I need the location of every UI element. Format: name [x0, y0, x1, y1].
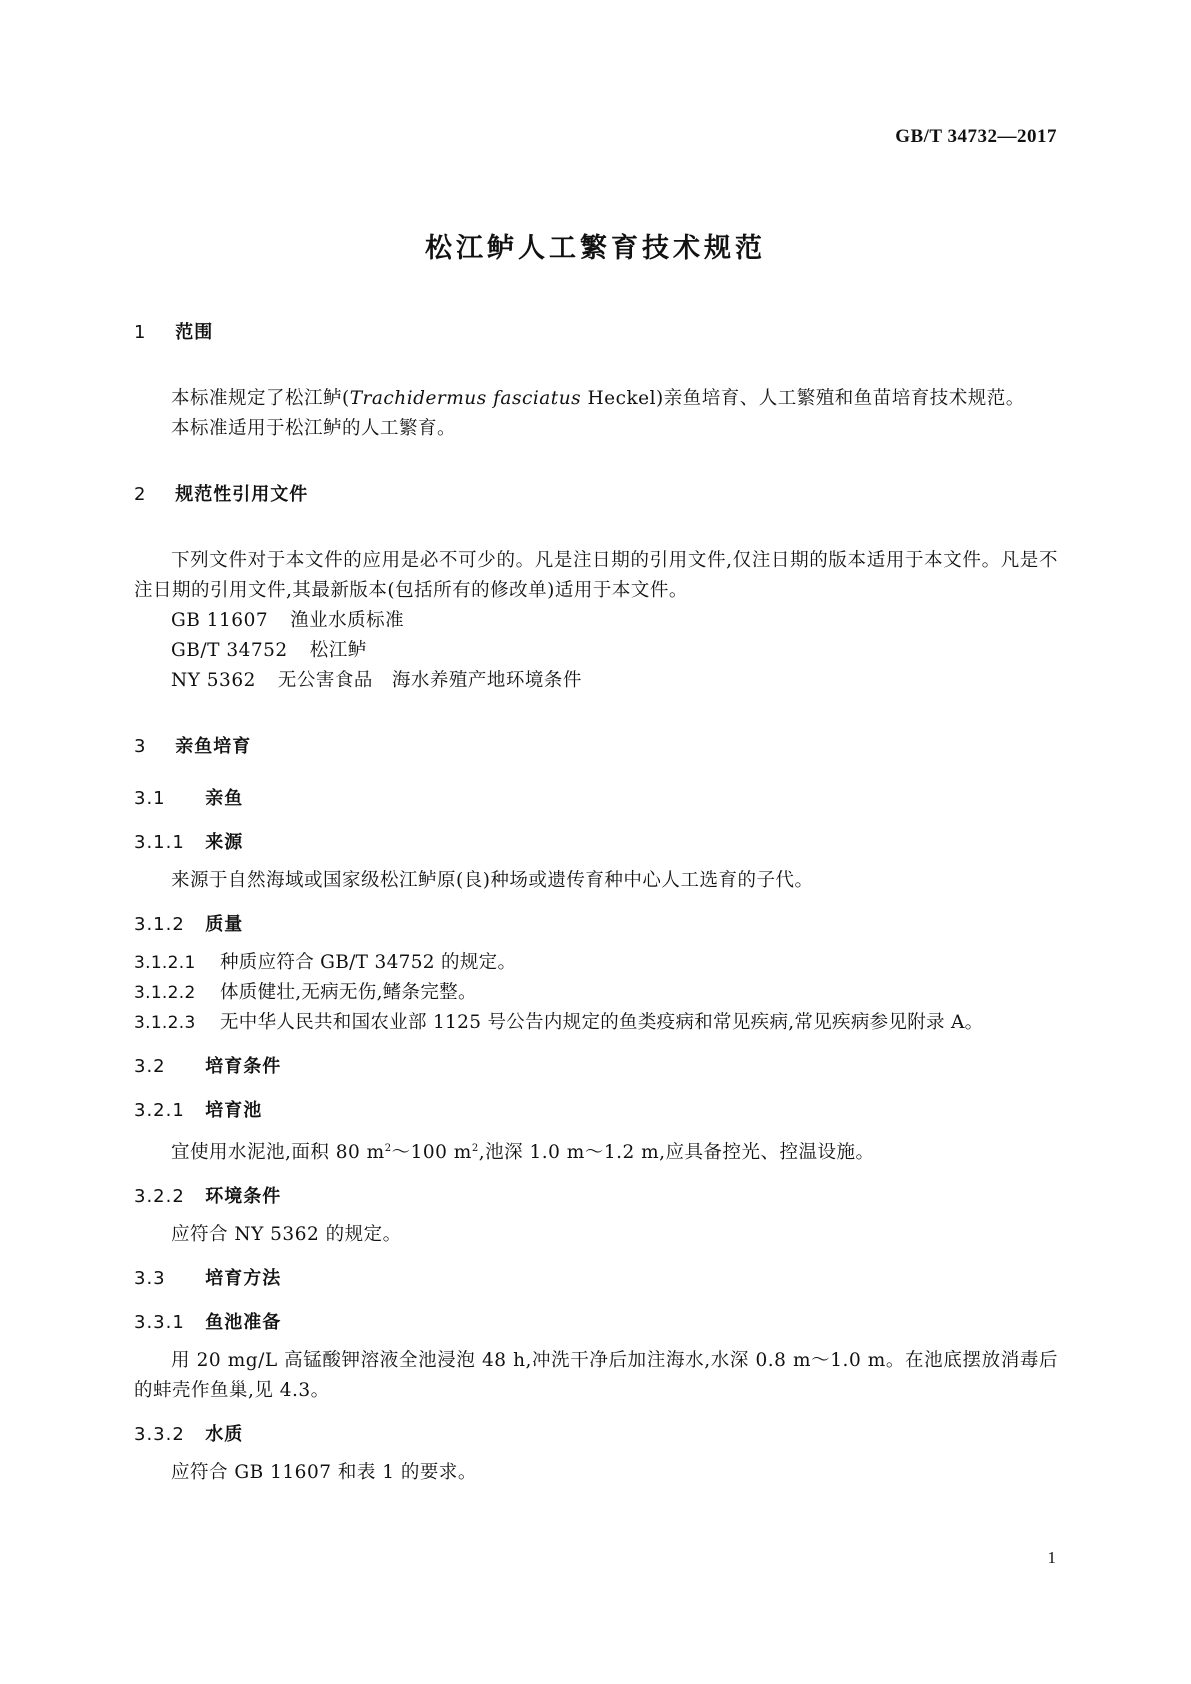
section-number: 3.2.2: [134, 1186, 185, 1208]
section-number: 3.1.1: [134, 832, 185, 853]
section-title: 质量: [205, 914, 244, 935]
subsection-3-1-2-heading: [134, 910, 1058, 940]
section-title: 水质: [205, 1424, 244, 1446]
section-title: 亲鱼: [205, 788, 244, 809]
section-3-heading: [134, 732, 1058, 762]
section-title: 培育池: [205, 1100, 263, 1121]
section-title: 范围: [175, 322, 214, 343]
section-number: 3.1.2: [134, 914, 185, 935]
section-title: 规范性引用文件: [175, 484, 309, 505]
section-title: 培育条件: [205, 1056, 282, 1077]
reference-code: GB 11607: [171, 610, 269, 631]
superscript: 2: [384, 1143, 392, 1154]
reference-item: [134, 666, 1058, 696]
environment-paragraph: 应符合 NY 5362 的规定。: [171, 1224, 402, 1246]
text-span: ～100 m: [391, 1142, 472, 1164]
subsection-3-2-heading: [134, 1052, 1058, 1082]
subsection-3-3-heading: [134, 1264, 1058, 1294]
section-number: 3.3.2: [134, 1424, 185, 1446]
text-span: ,池深 1.0 m～1.2 m,应具备控光、控温设施。: [478, 1142, 875, 1164]
quality-item: [134, 1008, 1058, 1038]
scope-paragraph-2: 本标准适用于松江鲈的人工繁育。: [171, 418, 457, 439]
section-title: 亲鱼培育: [175, 736, 252, 757]
reference-item: [134, 606, 1058, 636]
item-text: 无中华人民共和国农业部 1125 号公告内规定的鱼类疫病和常见疾病,常见疾病参见附录 A。: [220, 1012, 984, 1033]
section-title: 培育方法: [205, 1268, 282, 1290]
reference-name: 无公害食品 海水养殖产地环境条件: [277, 670, 582, 691]
section-number: 3.2: [134, 1056, 166, 1077]
latin-name: Trachidermus fasciatus: [349, 388, 582, 409]
item-number: 3.1.2.3: [134, 1013, 196, 1033]
pond-prep-paragraph: 用 20 mg/L 高锰酸钾溶液全池浸泡 48 h,冲洗干净后加注海水,水深 0.8 m～1.0 m。在池底摆放消毒后的蚌壳作鱼巢,见 4.3。: [134, 1350, 1058, 1402]
section-number: 2: [134, 484, 147, 505]
reference-name: 松江鲈: [309, 640, 367, 661]
text-span: 宜使用水泥池,面积 80 m: [171, 1142, 385, 1164]
subsection-3-3-1-heading: [134, 1308, 1058, 1338]
section-title: 鱼池准备: [205, 1312, 282, 1334]
section-number: 3.3: [134, 1268, 166, 1290]
reference-code: NY 5362: [171, 670, 256, 691]
quality-item: [134, 978, 1058, 1008]
subsection-3-3-2-heading: [134, 1420, 1058, 1450]
section-number: 3.2.1: [134, 1100, 185, 1121]
source-paragraph: 来源于自然海域或国家级松江鲈原(良)种场或遗传育种中心人工选育的子代。: [171, 870, 814, 891]
text-span: Heckel)亲鱼培育、人工繁殖和鱼苗培育技术规范。: [581, 388, 1025, 409]
page-number: 1: [1047, 1548, 1056, 1567]
item-number: 3.1.2.2: [134, 983, 196, 1003]
standard-code: GB/T 34732—2017: [895, 126, 1057, 147]
subsection-3-1-heading: [134, 784, 1058, 814]
subsection-3-1-1-heading: [134, 828, 1058, 858]
document-body: [134, 318, 1058, 1488]
item-text: 体质健壮,无病无伤,鳍条完整。: [220, 982, 477, 1003]
section-1-heading: [134, 318, 1058, 348]
reference-code: GB/T 34752: [171, 640, 288, 661]
references-intro: 下列文件对于本文件的应用是必不可少的。凡是注日期的引用文件,仅注日期的版本适用于本文件。凡是不注日期的引用文件,其最新版本(包括所有的修改单)适用于本文件。: [134, 550, 1058, 601]
section-number: 1: [134, 322, 147, 343]
section-title: 环境条件: [205, 1186, 282, 1208]
item-number: 3.1.2.1: [134, 953, 196, 973]
pond-paragraph: [134, 1134, 1058, 1168]
section-number: 3.1: [134, 788, 166, 809]
section-2-heading: [134, 480, 1058, 510]
scope-paragraph: [134, 384, 1058, 414]
reference-item: [134, 636, 1058, 666]
text-span: 本标准规定了松江鲈(: [171, 388, 350, 409]
item-text: 种质应符合 GB/T 34752 的规定。: [220, 952, 517, 973]
section-number: 3.3.1: [134, 1312, 185, 1334]
subsection-3-2-2-heading: [134, 1182, 1058, 1212]
subsection-3-2-1-heading: [134, 1096, 1058, 1126]
reference-name: 渔业水质标准: [290, 610, 405, 631]
superscript: 2: [471, 1143, 479, 1154]
water-quality-paragraph: 应符合 GB 11607 和表 1 的要求。: [171, 1462, 477, 1484]
section-number: 3: [134, 736, 147, 757]
quality-item: [134, 948, 1058, 978]
section-title: 来源: [205, 832, 244, 853]
document-title: 松江鲈人工繁育技术规范: [425, 233, 766, 264]
